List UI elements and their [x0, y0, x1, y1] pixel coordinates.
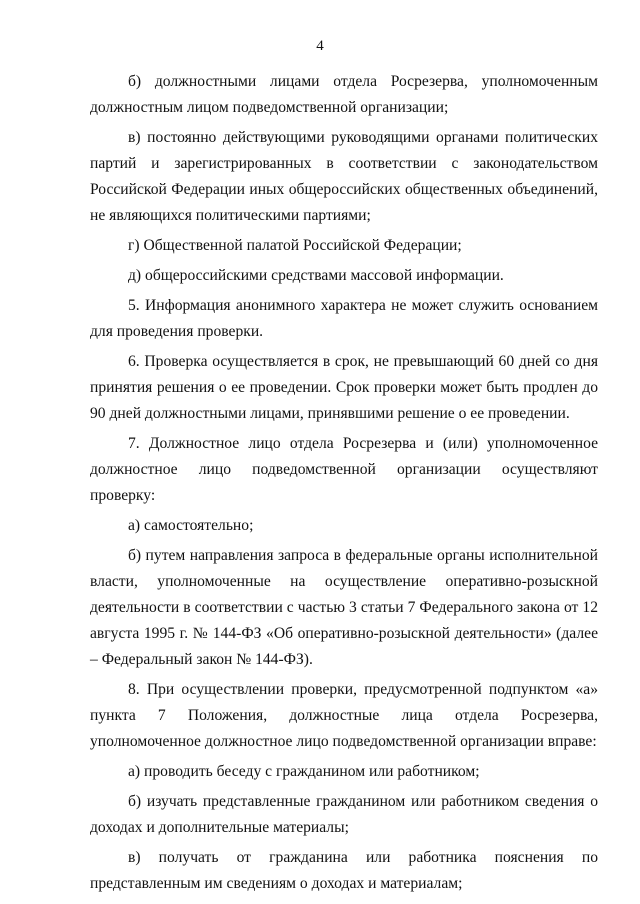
paragraph-7-check-conduct: 7. Должностное лицо отдела Росрезерва и (или) уполномоченное должностное лицо подведомственной организации осуществляют проверку: [90, 435, 598, 504]
paragraph-8-rights: 8. При осуществлении проверки, предусмотренной подпунктом «а» пункта 7 Положения, должностные лица отдела Росрезерва, уполномоченное должностное лицо подведомственной организации вправе: [90, 681, 598, 750]
paragraph-5-anonymous-info: 5. Информация анонимного характера не может служить основанием для проведения проверки. [90, 297, 598, 340]
paragraph-7a-independently: а) самостоятельно; [128, 517, 254, 534]
paragraph-d-mass-media: д) общероссийскими средствами массовой информации. [128, 267, 504, 284]
paragraph-8b-study: б) изучать представленные гражданином или работником сведения о доходах и дополнительные материалы; [90, 793, 598, 836]
paragraph-8a-conversation: а) проводить беседу с гражданином или работником; [128, 763, 480, 780]
paragraph-b-officials: б) должностными лицами отдела Росрезерва, уполномоченным должностным лицом подведомственной организации; [90, 73, 598, 116]
paragraph-6-check-term: 6. Проверка осуществляется в срок, не превышающий 60 дней со дня принятия решения о ее проведении. Срок проверки может быть продлен до 90 дней должностными лицами, принявшими решение о ее проведении. [90, 353, 598, 422]
paragraph-g-public-chamber: г) Общественной палатой Российской Федерации; [128, 237, 462, 254]
page-number: 4 [316, 38, 324, 54]
paragraph-7b-request: б) путем направления запроса в федеральные органы исполнительной власти, уполномоченные на осуществление оперативно-розыскной деятельности в соответствии с частью 3 статьи 7 Федерального закона от 12 августа 1995 г. № 144-ФЗ «Об оперативно-розыскной деятельности» (далее – Федеральный закон № 144-ФЗ). [90, 547, 598, 668]
document-body [90, 69, 598, 901]
paragraph-v-parties: в) постоянно действующими руководящими органами политических партий и зарегистрированных в соответствии с законодательством Российской Федерации иных общероссийских общественных объединений, не являющихся политическими партиями; [90, 129, 598, 224]
paragraph-8v-explanations: в) получать от гражданина или работника пояснения по представленным им сведениям о доходах и материалам; [90, 849, 598, 892]
